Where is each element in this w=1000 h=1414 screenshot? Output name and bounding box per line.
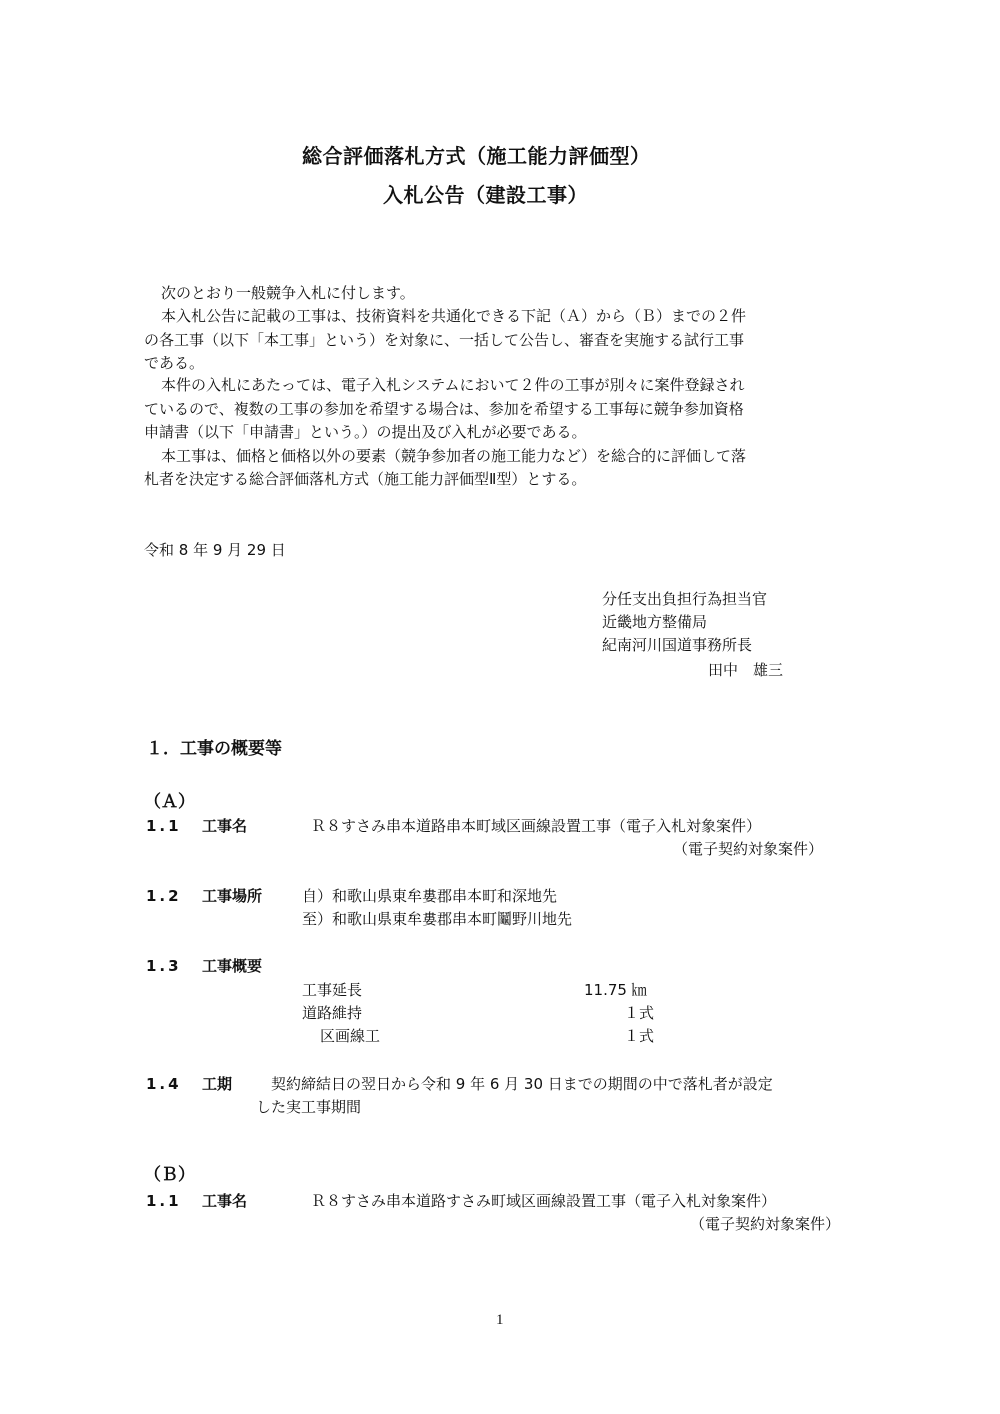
outline-item: 道路維持 xyxy=(302,1004,363,1022)
project-name: Ｒ８すさみ串本道路すさみ町域区画線設置工事（電子入札対象案件） xyxy=(311,1192,777,1210)
issuer-role: 分任支出負担行為担当官 xyxy=(602,590,768,608)
item-label: 工期 xyxy=(202,1075,233,1093)
intro-line: ているので、複数の工事の参加を希望する場合は、参加を希望する工事毎に競争参加資格 xyxy=(144,400,744,418)
issuer-name: 田中 雄三 xyxy=(708,661,784,679)
notice-date: 令和 8 年 9 月 29 日 xyxy=(144,541,286,559)
item-number: 1.1 xyxy=(146,1192,182,1210)
intro-line: 本入札公告に記載の工事は、技術資料を共通化できる下記（Ａ）から（Ｂ）までの２件 xyxy=(161,307,747,325)
intro-line: 札者を決定する総合評価落札方式（施工能力評価型Ⅱ型）とする。 xyxy=(144,470,587,488)
outline-qty: １式 xyxy=(624,1004,655,1022)
intro-line: 申請書（以下「申請書」という。）の提出及び入札が必要である。 xyxy=(144,423,587,441)
issuer-bureau: 近畿地方整備局 xyxy=(602,613,708,631)
place-from: 自）和歌山県東牟婁郡串本町和深地先 xyxy=(302,887,558,905)
section-heading: １．工事の概要等 xyxy=(146,739,282,759)
item-number: 1.3 xyxy=(146,957,182,975)
outline-item: 工事延長 xyxy=(302,981,363,999)
period-line: 契約締結日の翌日から令和 9 年 6 月 30 日までの期間の中で落札者が設定 xyxy=(271,1075,773,1093)
item-label: 工事名 xyxy=(202,1192,248,1210)
intro-line: である。 xyxy=(144,354,205,372)
item-number: 1.2 xyxy=(146,887,182,905)
project-marker-b: （Ｂ） xyxy=(144,1165,195,1185)
page-number: 1 xyxy=(496,1312,504,1328)
project-marker-a: （Ａ） xyxy=(144,792,195,812)
title-line-1: 総合評価落札方式（施工能力評価型） xyxy=(302,144,651,168)
place-to: 至）和歌山県東牟婁郡串本町鬮野川地先 xyxy=(302,910,573,928)
item-number: 1.1 xyxy=(146,817,182,835)
project-name-sub: （電子契約対象案件） xyxy=(673,840,824,858)
issuer-office: 紀南河川国道事務所長 xyxy=(602,636,753,654)
period-line: した実工事期間 xyxy=(256,1098,362,1116)
outline-qty: １式 xyxy=(624,1027,655,1045)
title-line-2: 入札公告（建設工事） xyxy=(383,183,588,207)
item-label: 工事名 xyxy=(202,817,248,835)
outline-item: 区画線工 xyxy=(320,1027,381,1045)
intro-line: 次のとおり一般競争入札に付します。 xyxy=(161,284,415,302)
item-label: 工事概要 xyxy=(202,957,263,975)
intro-line: の各工事（以下「本工事」という）を対象に、一括して公告し、審査を実施する試行工事 xyxy=(144,331,745,349)
intro-line: 本工事は、価格と価格以外の要素（競争参加者の施工能力など）を総合的に評価して落 xyxy=(161,447,747,465)
intro-line: 本件の入札にあたっては、電子入札システムにおいて２件の工事が別々に案件登録され xyxy=(161,376,745,394)
project-name: Ｒ８すさみ串本道路串本町域区画線設置工事（電子入札対象案件） xyxy=(311,817,762,835)
item-number: 1.4 xyxy=(146,1075,182,1093)
project-name-sub: （電子契約対象案件） xyxy=(690,1215,841,1233)
outline-qty: 11.75 ㎞ xyxy=(584,981,647,999)
item-label: 工事場所 xyxy=(202,887,263,905)
